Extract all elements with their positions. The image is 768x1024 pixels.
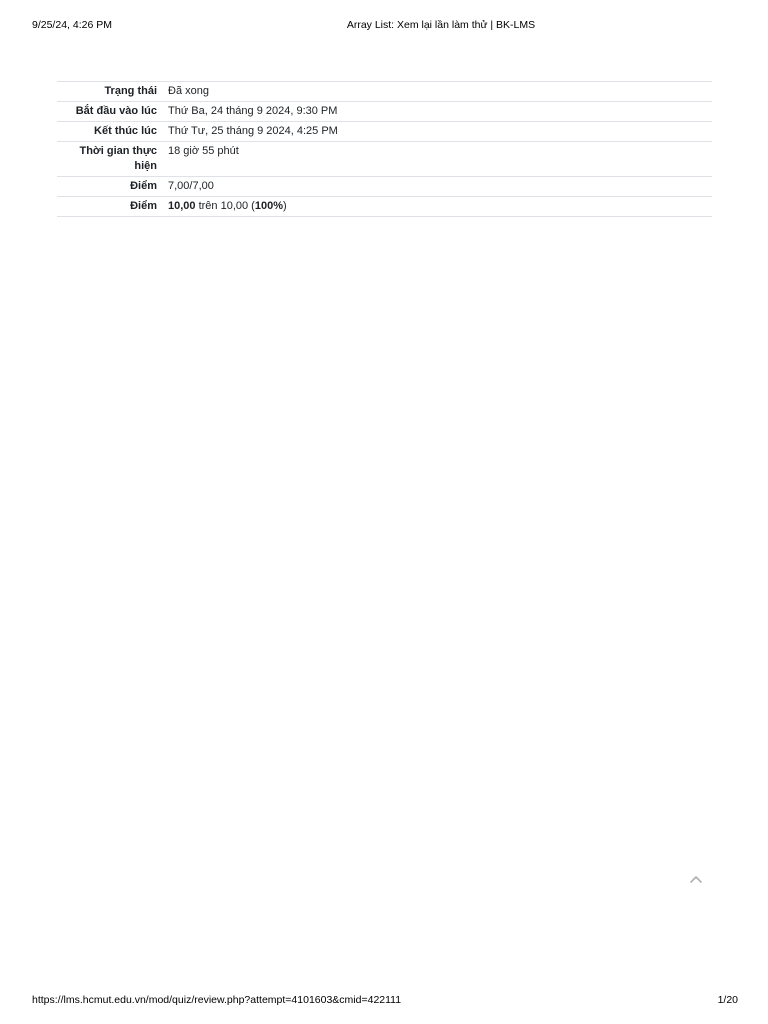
grade-value: [165, 197, 712, 217]
print-page-title: Array List: Xem lại lần làm thử | BK-LMS: [346, 19, 536, 31]
summary-value: 7,00/7,00: [168, 180, 214, 192]
summary-row-completed: [57, 122, 712, 142]
summary-label: Kết thúc lúc: [94, 125, 157, 137]
summary-row-grade: [57, 197, 712, 217]
page-number: 1/20: [717, 994, 738, 1006]
back-to-top-button[interactable]: [688, 872, 704, 886]
quiz-summary-table: [57, 81, 712, 217]
grade-connector: trên 10,00 (: [195, 200, 255, 212]
summary-row-duration: [57, 142, 712, 177]
summary-value: Thứ Ba, 24 tháng 9 2024, 9:30 PM: [168, 105, 338, 117]
summary-label: Thời gian thực hiện: [79, 145, 157, 172]
summary-value: Thứ Tư, 25 tháng 9 2024, 4:25 PM: [168, 125, 338, 137]
grade-close: ): [283, 200, 287, 212]
summary-row-started: [57, 102, 712, 122]
print-footer: [0, 994, 768, 1008]
print-header: [0, 19, 768, 33]
grade-score: 10,00: [168, 200, 196, 212]
summary-row-marks: [57, 177, 712, 197]
summary-label: Bắt đầu vào lúc: [75, 105, 157, 117]
summary-value: Đã xong: [168, 85, 209, 97]
print-date: 9/25/24, 4:26 PM: [32, 19, 112, 31]
summary-value: 18 giờ 55 phút: [168, 145, 239, 157]
chevron-up-icon: [688, 872, 704, 886]
print-url: https://lms.hcmut.edu.vn/mod/quiz/review.php?attempt=4101603&cmid=422111: [32, 994, 402, 1006]
summary-row-status: [57, 82, 712, 102]
summary-label: Trạng thái: [104, 85, 157, 97]
grade-percent: 100%: [254, 200, 283, 212]
summary-label: Điểm: [130, 200, 157, 212]
summary-label: Điểm: [130, 180, 157, 192]
